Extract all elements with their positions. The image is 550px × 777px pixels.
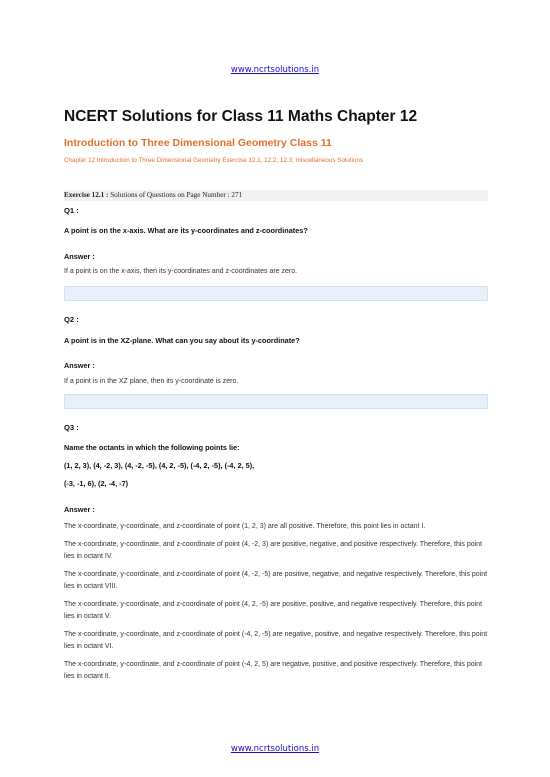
question-label: Q1 : [64,206,79,215]
answer-divider-box [64,394,488,409]
site-link-bottom[interactable]: www.ncrtsolutions.in [230,744,320,754]
answer-label: Answer : [64,505,95,514]
chapter-description: Chapter 12 Introduction to Three Dimensional Geometry Exercise 12.1, 12.2, 12.3, miscellaneous Solutions [64,157,364,164]
answer-text: If a point is on the x-axis, then its y-coordinates and z-coordinates are zero. [64,268,298,275]
question-points: (1, 2, 3), (4, -2, 3), (4, -2, -5), (4, 2, -5), (-4, 2, -5), (-4, 2, 5), [64,461,255,470]
answer-text: The x-coordinate, y-coordinate, and z-coordinate of point (4, -2, -5) are positive, negative, and negative respectively. Therefore, this point lies in octant VIII. [64,571,488,590]
answer-text: The x-coordinate, y-coordinate, and z-coordinate of point (4, -2, 3) are positive, negative, and positive respectively. Therefore, this point lies in octant IV. [64,541,483,560]
answer-divider-box [64,286,488,301]
answer-text: The x-coordinate, y-coordinate, and z-coordinate of point (-4, 2, -5) are negative, positive, and negative respectively. Therefore, this point lies in octant VI. [64,631,488,650]
question-text: A point is on the x-axis. What are its y-coordinates and z-coordinates? [64,226,308,235]
exercise-label: Exercise 12.1 : [64,191,109,199]
question-text: Name the octants in which the following points lie: [64,443,240,452]
page-subtitle: Introduction to Three Dimensional Geometry Class 11 [64,137,332,149]
question-label: Q3 : [64,423,79,432]
question-text: A point is in the XZ-plane. What can you say about its y-coordinate? [64,336,300,345]
exercise-header [64,190,488,201]
question-points: (-3, -1, 6), (2, -4, -7) [64,479,129,488]
answer-label: Answer : [64,361,95,370]
site-link-top[interactable]: www.ncrtsolutions.in [230,65,320,75]
answer-text: The x-coordinate, y-coordinate, and z-coordinate of point (1, 2, 3) are all positive. Therefore, this point lies in octant I. [64,523,426,530]
page-title: NCERT Solutions for Class 11 Maths Chapter 12 [64,108,418,125]
question-label: Q2 : [64,315,79,324]
exercise-description: Solutions of Questions on Page Number : 271 [108,191,243,199]
answer-text: The x-coordinate, y-coordinate, and z-coordinate of point (-4, 2, 5) are negative, positive, and positive respectively. Therefore, this point lies in octant II. [64,661,483,680]
answer-text: The x-coordinate, y-coordinate, and z-coordinate of point (4, 2, -5) are positive, positive, and negative respectively. Therefore, this point lies in octant V. [64,601,483,620]
answer-label: Answer : [64,252,95,261]
answer-text: If a point is in the XZ plane, then its y-coordinate is zero. [64,378,239,385]
